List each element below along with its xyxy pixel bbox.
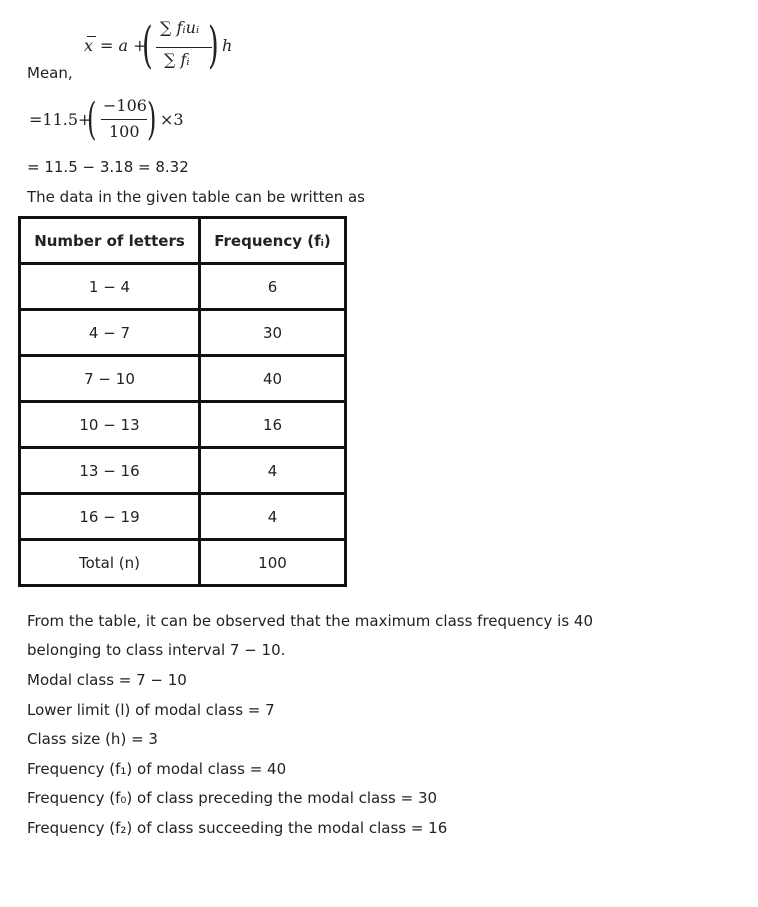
calc-numerator: −106	[103, 96, 147, 115]
observation-line-2: belonging to class interval 7 − 10.	[27, 641, 286, 659]
right-paren: )	[147, 94, 157, 145]
class-size-line: Class size (h) = 3	[27, 730, 158, 748]
mean-calculation	[29, 96, 199, 148]
modal-class-line: Modal class = 7 − 10	[27, 671, 187, 689]
overline	[87, 36, 96, 37]
table-row	[20, 448, 346, 494]
calc-prefix: =11.5+	[29, 110, 92, 129]
frequency-value: 6	[200, 264, 346, 310]
formula-rhs-prefix: = a +	[100, 36, 147, 55]
class-interval: 16 − 19	[20, 494, 200, 540]
mean-formula	[84, 14, 254, 78]
left-paren: (	[142, 16, 153, 74]
frequency-value: 16	[200, 402, 346, 448]
class-interval: 10 − 13	[20, 402, 200, 448]
table-header-row	[20, 218, 346, 264]
formula-lhs: x	[84, 36, 94, 55]
table-row	[20, 356, 346, 402]
table-row	[20, 264, 346, 310]
total-label: Total (n)	[20, 540, 200, 586]
frequency-value: 40	[200, 356, 346, 402]
intro-line: The data in the given table can be written as	[27, 188, 365, 206]
table-row	[20, 310, 346, 356]
total-value: 100	[200, 540, 346, 586]
formula-denominator: ∑ fᵢ	[164, 50, 190, 69]
table-row	[20, 494, 346, 540]
frequency-value: 30	[200, 310, 346, 356]
left-paren: (	[87, 94, 97, 145]
table-total-row	[20, 540, 346, 586]
fraction-bar	[101, 119, 147, 120]
fraction-bar	[156, 47, 212, 48]
class-interval: 4 − 7	[20, 310, 200, 356]
header-letters: Number of letters	[20, 218, 200, 264]
formula-multiplier: h	[222, 36, 233, 55]
calc-suffix: ×3	[160, 110, 184, 129]
calc-denominator: 100	[109, 122, 140, 141]
right-paren: )	[208, 16, 219, 74]
table-row	[20, 402, 346, 448]
frequency-value: 4	[200, 494, 346, 540]
frequency-f0-line: Frequency (f₀) of class preceding the modal class = 30	[27, 789, 438, 807]
frequency-table	[18, 216, 347, 587]
observation-line-1: From the table, it can be observed that the maximum class frequency is 40	[27, 612, 594, 630]
formula-numerator: ∑ fᵢuᵢ	[160, 18, 200, 37]
frequency-value: 4	[200, 448, 346, 494]
class-interval: 1 − 4	[20, 264, 200, 310]
frequency-f1-line: Frequency (f₁) of modal class = 40	[27, 760, 287, 778]
mean-label: Mean,	[27, 64, 73, 82]
result-line: = 11.5 − 3.18 = 8.32	[27, 158, 189, 176]
header-frequency: Frequency (fᵢ)	[200, 218, 346, 264]
frequency-f2-line: Frequency (f₂) of class succeeding the modal class = 16	[27, 819, 448, 837]
class-interval: 7 − 10	[20, 356, 200, 402]
class-interval: 13 − 16	[20, 448, 200, 494]
lower-limit-line: Lower limit (l) of modal class = 7	[27, 701, 275, 719]
